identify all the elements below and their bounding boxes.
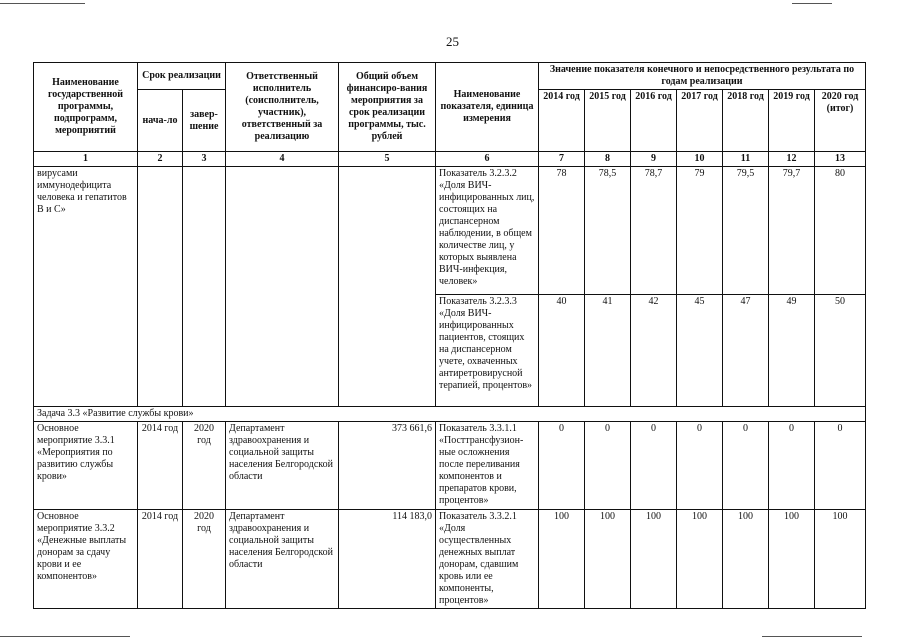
header-year: 2014 год (539, 90, 585, 152)
column-number: 11 (723, 152, 769, 167)
measure-name: Основное мероприятие 3.3.2 «Денежные выплаты донорам за сдачу крови и ее компонентов» (34, 510, 138, 609)
empty-cell (226, 167, 339, 407)
indicator-name: Показатель 3.2.3.3 «Доля ВИЧ-инфицированных пациентов, стоящих на диспансерном учете, охваченных антиретровирусной терапией, процентов» (436, 295, 539, 407)
header-year: 2015 год (585, 90, 631, 152)
indicator-value: 100 (769, 510, 815, 609)
column-number: 8 (585, 152, 631, 167)
header-year: 2019 год (769, 90, 815, 152)
header-year: 2016 год (631, 90, 677, 152)
start-year: 2014 год (138, 422, 183, 510)
header-finance: Общий объем финансиро-вания мероприятия за срок реализации программы, тыс. рублей (339, 63, 436, 152)
indicator-value: 0 (585, 422, 631, 510)
indicator-value: 47 (723, 295, 769, 407)
end-year: 2020 год (183, 422, 226, 510)
header-year: 2018 год (723, 90, 769, 152)
measure-name: Основное мероприятие 3.3.1 «Мероприятия по развитию службы крови» (34, 422, 138, 510)
column-number: 9 (631, 152, 677, 167)
indicator-value: 78 (539, 167, 585, 295)
indicator-value: 79,5 (723, 167, 769, 295)
column-number: 10 (677, 152, 723, 167)
header-end: завер-шение (183, 90, 226, 152)
header-year: 2017 год (677, 90, 723, 152)
header-row-1 (34, 63, 866, 90)
column-number: 2 (138, 152, 183, 167)
indicator-value: 100 (723, 510, 769, 609)
indicator-value: 100 (815, 510, 866, 609)
column-number: 6 (436, 152, 539, 167)
program-table (33, 62, 866, 609)
header-executor: Ответственный исполнитель (соисполнитель, участник), ответственный за реализацию (226, 63, 339, 152)
indicator-value: 49 (769, 295, 815, 407)
column-number: 1 (34, 152, 138, 167)
empty-cell (339, 167, 436, 407)
measure-name: вирусами иммунодефицита человека и гепатитов В и С» (34, 167, 138, 407)
scan-edge-top-right (792, 3, 832, 4)
column-number: 7 (539, 152, 585, 167)
indicator-value: 50 (815, 295, 866, 407)
indicator-name: Показатель 3.3.1.1 «Посттрансфузион-ные осложнения после переливания компонентов и препаратов крови, процентов» (436, 422, 539, 510)
header-term: Срок реализации (138, 63, 226, 90)
indicator-value: 41 (585, 295, 631, 407)
finance-amount: 373 661,6 (339, 422, 436, 510)
indicator-value: 45 (677, 295, 723, 407)
indicator-value: 100 (631, 510, 677, 609)
indicator-name: Показатель 3.2.3.2 «Доля ВИЧ-инфицированных лиц, состоящих на диспансерном наблюдении, в общем количестве лиц, у которых выявлена ВИЧ-инфекция, человек» (436, 167, 539, 295)
indicator-value: 0 (539, 422, 585, 510)
table-row (34, 510, 866, 609)
indicator-value: 0 (815, 422, 866, 510)
end-year: 2020 год (183, 510, 226, 609)
indicator-value: 40 (539, 295, 585, 407)
indicator-value: 78,7 (631, 167, 677, 295)
scan-edge-bottom-right (762, 636, 862, 637)
header-values: Значение показателя конечного и непосредственного результата по годам реализации (539, 63, 866, 90)
executor: Департамент здравоохранения и социальной защиты населения Белгородской области (226, 422, 339, 510)
header-year: 2020 год (итог) (815, 90, 866, 152)
indicator-value: 78,5 (585, 167, 631, 295)
indicator-name: Показатель 3.3.2.1 «Доля осуществленных денежных выплат донорам, сдавшим кровь или ее компоненты, процентов» (436, 510, 539, 609)
header-indicator: Наименование показателя, единица измерения (436, 63, 539, 152)
indicator-value: 100 (677, 510, 723, 609)
scan-edge-top-left (0, 3, 85, 4)
indicator-value: 42 (631, 295, 677, 407)
column-number-row (34, 152, 866, 167)
indicator-value: 79,7 (769, 167, 815, 295)
task-title: Задача 3.3 «Развитие службы крови» (34, 407, 866, 422)
indicator-value: 0 (631, 422, 677, 510)
column-number: 3 (183, 152, 226, 167)
task-row (34, 407, 866, 422)
indicator-value: 100 (585, 510, 631, 609)
table-row (34, 167, 866, 295)
column-number: 12 (769, 152, 815, 167)
start-year: 2014 год (138, 510, 183, 609)
column-number: 5 (339, 152, 436, 167)
scan-edge-bottom-left (0, 636, 130, 637)
column-number: 13 (815, 152, 866, 167)
empty-cell (138, 167, 183, 407)
table-row (34, 422, 866, 510)
indicator-value: 100 (539, 510, 585, 609)
indicator-value: 0 (723, 422, 769, 510)
executor: Департамент здравоохранения и социальной защиты населения Белгородской области (226, 510, 339, 609)
indicator-value: 80 (815, 167, 866, 295)
indicator-value: 79 (677, 167, 723, 295)
column-number: 4 (226, 152, 339, 167)
header-name: Наименование государственной программы, подпрограмм, мероприятий (34, 63, 138, 152)
finance-amount: 114 183,0 (339, 510, 436, 609)
header-start: нача-ло (138, 90, 183, 152)
indicator-value: 0 (769, 422, 815, 510)
empty-cell (183, 167, 226, 407)
indicator-value: 0 (677, 422, 723, 510)
page-number: 25 (446, 34, 459, 49)
